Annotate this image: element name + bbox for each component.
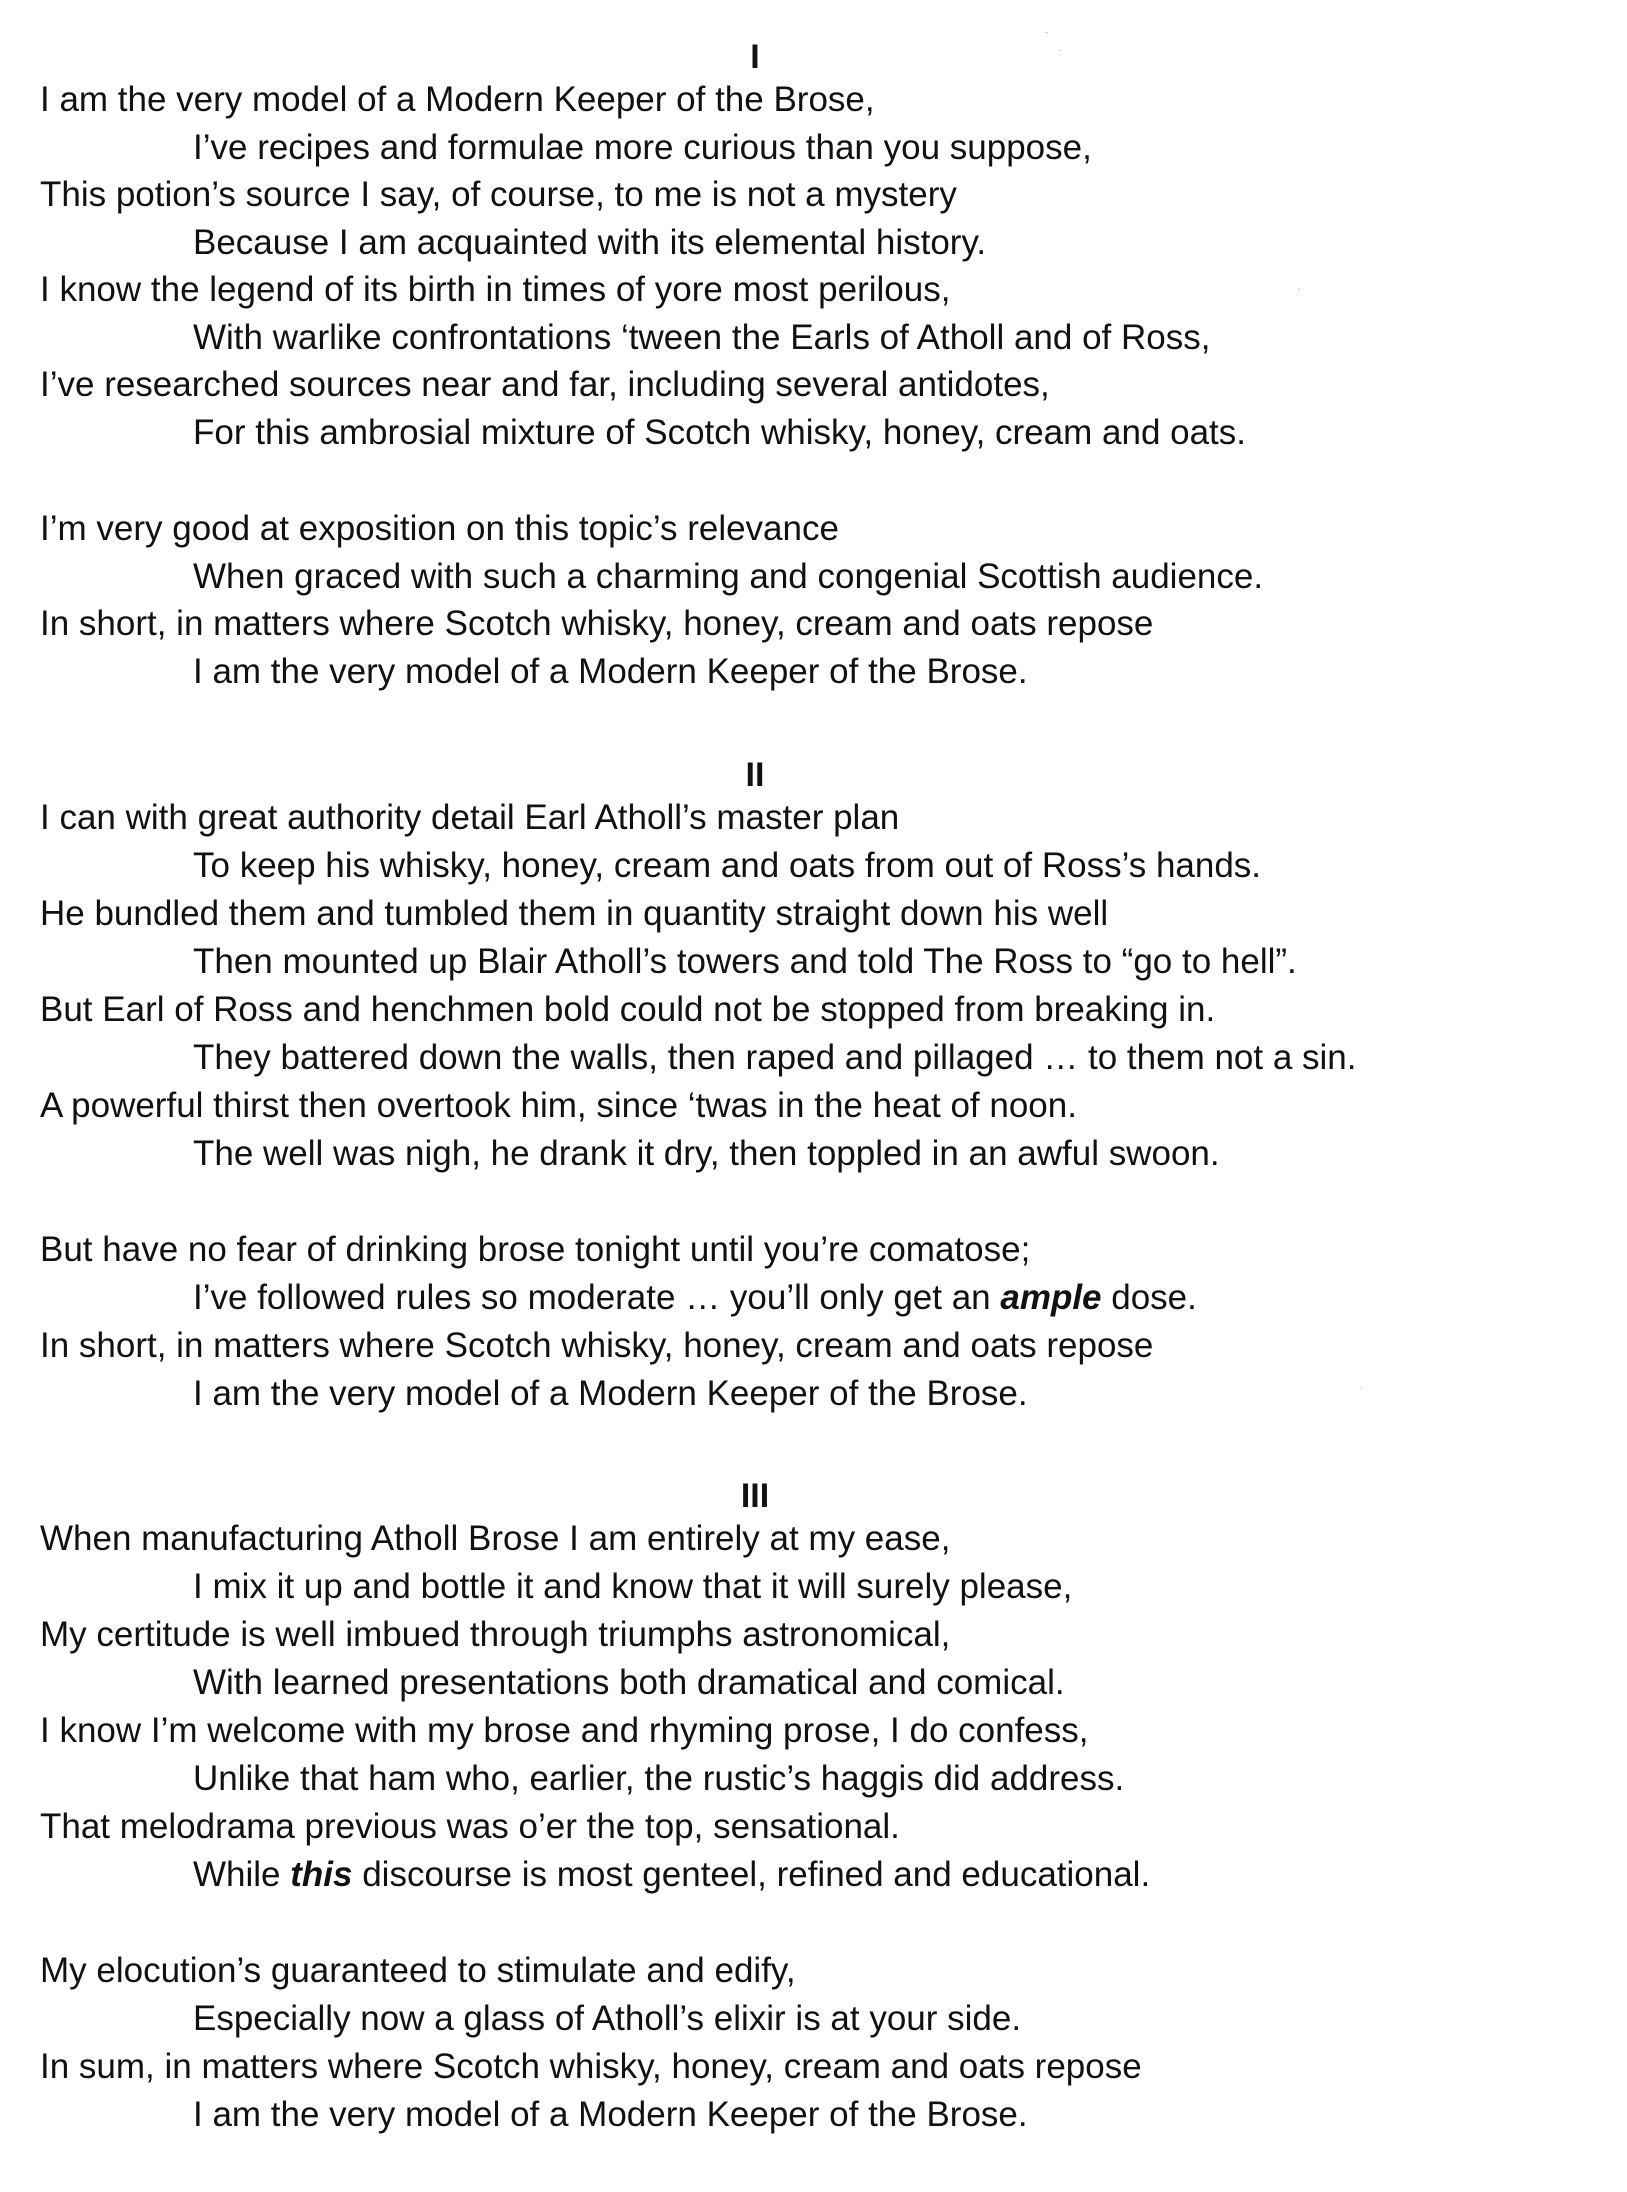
poem-line (193, 1857, 1150, 1892)
poem-line: My certitude is well imbued through triumphs astronomical, (40, 1615, 951, 1654)
poem-line: I’ve researched sources near and far, including several antidotes, (40, 365, 1050, 404)
poem-line: Unlike that ham who, earlier, the rustic’s haggis did address. (193, 1759, 1125, 1798)
chorus-text: I’ve followed rules so moderate … you’ll only get an (193, 1278, 1001, 1317)
poem-line: I know I’m welcome with my brose and rhyming prose, I do confess, (40, 1711, 1089, 1750)
scan-speck: · (1297, 284, 1301, 295)
poem-line: But Earl of Ross and henchmen bold could not be stopped from breaking in. (40, 990, 1216, 1029)
stanza-heading-3: III (740, 1477, 770, 1515)
stanza-heading-1: I (750, 38, 760, 76)
poem-line: For this ambrosial mixture of Scotch whisky, honey, cream and oats. (193, 413, 1247, 452)
stanza-heading-2: II (745, 756, 765, 794)
poem-line: With warlike confrontations ‘tween the Earls of Atholl and of Ross, (193, 318, 1211, 357)
poem-line: That melodrama previous was o’er the top, sensational. (40, 1807, 900, 1846)
emphasized-word: this (290, 1855, 353, 1894)
chorus-line: When graced with such a charming and congenial Scottish audience. (193, 557, 1264, 596)
poem-line: This potion’s source I say, of course, to me is not a mystery (40, 175, 957, 214)
poem-line: When manufacturing Atholl Brose I am entirely at my ease, (40, 1519, 951, 1558)
poem-line: I know the legend of its birth in times of yore most perilous, (40, 270, 951, 309)
poem-line: Because I am acquainted with its elemental history. (193, 223, 987, 262)
poem-text: While (193, 1855, 291, 1894)
poem-line: They battered down the walls, then raped and pillaged … to them not a sin. (193, 1038, 1357, 1077)
poem-line: I am the very model of a Modern Keeper of the Brose, (40, 80, 875, 119)
chorus-line: I’m very good at exposition on this topic’s relevance (40, 509, 839, 548)
poem-line: The well was nigh, he drank it dry, then toppled in an awful swoon. (193, 1134, 1220, 1173)
poem-line: I’ve recipes and formulae more curious than you suppose, (193, 128, 1092, 167)
poem-line: With learned presentations both dramatical and comical. (193, 1663, 1065, 1702)
chorus-line: But have no fear of drinking brose tonight until you’re comatose; (40, 1230, 1031, 1269)
chorus-text: dose. (1101, 1278, 1197, 1317)
chorus-line: In short, in matters where Scotch whisky, honey, cream and oats repose (40, 1326, 1154, 1365)
chorus-line: I am the very model of a Modern Keeper of the Brose. (193, 652, 1028, 691)
scan-speck: · (1045, 27, 1049, 38)
chorus-line: I am the very model of a Modern Keeper of the Brose. (193, 2095, 1028, 2134)
poem-line: A powerful thirst then overtook him, since ‘twas in the heat of noon. (40, 1086, 1077, 1125)
poem-line: He bundled them and tumbled them in quantity straight down his well (40, 894, 1109, 933)
emphasized-word: ample (1000, 1278, 1102, 1317)
poem-line: Then mounted up Blair Atholl’s towers and told The Ross to “go to hell”. (193, 942, 1297, 981)
poem-line: I can with great authority detail Earl Atholl’s master plan (40, 798, 900, 837)
chorus-line: In sum, in matters where Scotch whisky, honey, cream and oats repose (40, 2047, 1142, 2086)
chorus-line (193, 1280, 1197, 1315)
poem-text: discourse is most genteel, refined and educational. (352, 1855, 1151, 1894)
chorus-line: I am the very model of a Modern Keeper of the Brose. (193, 1374, 1028, 1413)
chorus-line: Especially now a glass of Atholl’s elixir is at your side. (193, 1999, 1022, 2038)
scan-speck: · (1360, 1382, 1364, 1393)
poem-line: I mix it up and bottle it and know that it will surely please, (193, 1567, 1073, 1606)
scan-speck: · (1058, 45, 1062, 56)
chorus-line: In short, in matters where Scotch whisky, honey, cream and oats repose (40, 604, 1154, 643)
chorus-line: My elocution’s guaranteed to stimulate and edify, (40, 1951, 796, 1990)
poem-line: To keep his whisky, honey, cream and oats from out of Ross’s hands. (193, 846, 1262, 885)
